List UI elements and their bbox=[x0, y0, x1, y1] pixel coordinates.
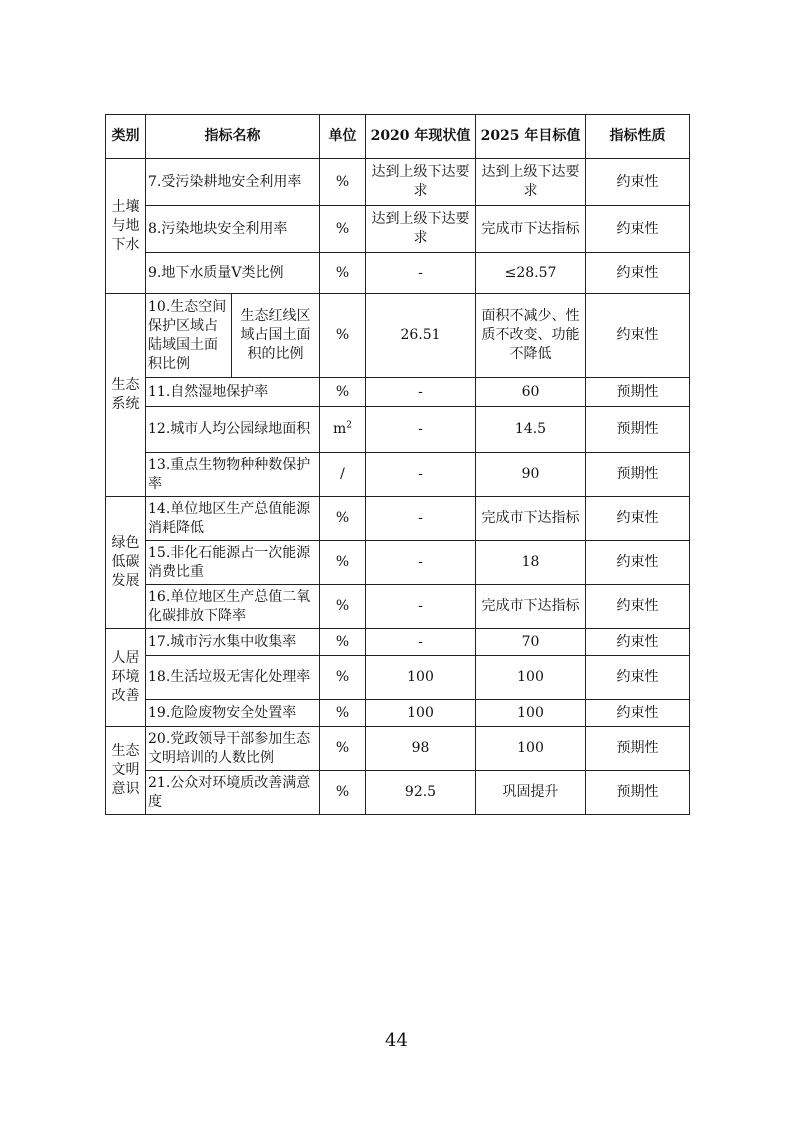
header-unit: 单位 bbox=[320, 115, 366, 159]
indicator-value-2020: - bbox=[366, 407, 476, 453]
indicator-unit: % bbox=[320, 294, 366, 378]
table-row bbox=[106, 453, 690, 497]
indicator-value-2020: 达到上级下达要求 bbox=[366, 159, 476, 206]
indicator-value-2020: - bbox=[366, 497, 476, 541]
header-nature: 指标性质 bbox=[586, 115, 690, 159]
indicator-nature: 预期性 bbox=[586, 453, 690, 497]
indicator-value-2025: 60 bbox=[476, 378, 586, 407]
indicator-nature: 预期性 bbox=[586, 771, 690, 815]
indicator-value-2020: 达到上级下达要求 bbox=[366, 206, 476, 253]
unit-superscript: 2 bbox=[346, 420, 352, 431]
indicator-name: 13.重点生物物种种数保护率 bbox=[146, 453, 320, 497]
indicator-value-2020: 26.51 bbox=[366, 294, 476, 378]
table-row bbox=[106, 656, 690, 700]
indicator-value-2020: - bbox=[366, 629, 476, 656]
table-row bbox=[106, 727, 690, 771]
header-row bbox=[106, 115, 690, 159]
indicator-name: 12.城市人均公园绿地面积 bbox=[146, 407, 320, 453]
indicator-table bbox=[105, 114, 690, 815]
table-row bbox=[106, 629, 690, 656]
indicator-name: 20.党政领导干部参加生态文明培训的人数比例 bbox=[146, 727, 320, 771]
indicator-value-2025: 100 bbox=[476, 727, 586, 771]
table-row bbox=[106, 541, 690, 585]
indicator-unit: % bbox=[320, 541, 366, 585]
indicator-nature: 预期性 bbox=[586, 378, 690, 407]
indicator-value-2025: 100 bbox=[476, 700, 586, 727]
table-row bbox=[106, 159, 690, 206]
indicator-name: 19.危险废物安全处置率 bbox=[146, 700, 320, 727]
indicator-value-2025: 100 bbox=[476, 656, 586, 700]
indicator-nature: 约束性 bbox=[586, 294, 690, 378]
indicator-value-2020: - bbox=[366, 541, 476, 585]
indicator-name: 16.单位地区生产总值二氧化碳排放下降率 bbox=[146, 585, 320, 629]
indicator-value-2020: 98 bbox=[366, 727, 476, 771]
indicator-nature: 约束性 bbox=[586, 253, 690, 294]
indicator-unit: % bbox=[320, 585, 366, 629]
indicator-nature: 约束性 bbox=[586, 585, 690, 629]
group-green: 绿色低碳发展 bbox=[106, 497, 146, 629]
indicator-name: 15.非化石能源占一次能源消费比重 bbox=[146, 541, 320, 585]
indicator-value-2025: 完成市下达指标 bbox=[476, 206, 586, 253]
indicator-value-2025: 70 bbox=[476, 629, 586, 656]
table-row bbox=[106, 497, 690, 541]
indicator-value-2020: - bbox=[366, 453, 476, 497]
indicator-name: 21.公众对环境质改善满意度 bbox=[146, 771, 320, 815]
indicator-value-2020: - bbox=[366, 253, 476, 294]
indicator-value-2025: ≤28.57 bbox=[476, 253, 586, 294]
indicator-unit: % bbox=[320, 700, 366, 727]
indicator-value-2025: 达到上级下达要求 bbox=[476, 159, 586, 206]
table-row bbox=[106, 253, 690, 294]
indicator-nature: 约束性 bbox=[586, 700, 690, 727]
indicator-value-2020: - bbox=[366, 585, 476, 629]
indicator-value-2025: 巩固提升 bbox=[476, 771, 586, 815]
indicator-nature: 约束性 bbox=[586, 629, 690, 656]
indicator-value-2025: 90 bbox=[476, 453, 586, 497]
page-number: 44 bbox=[385, 1030, 408, 1051]
indicator-unit bbox=[320, 407, 366, 453]
indicator-name: 7.受污染耕地安全利用率 bbox=[146, 159, 320, 206]
table-row bbox=[106, 407, 690, 453]
indicator-name: 18.生活垃圾无害化处理率 bbox=[146, 656, 320, 700]
indicator-nature: 约束性 bbox=[586, 497, 690, 541]
indicator-unit: % bbox=[320, 159, 366, 206]
indicator-value-2020: - bbox=[366, 378, 476, 407]
indicator-value-2025: 完成市下达指标 bbox=[476, 585, 586, 629]
indicator-unit: / bbox=[320, 453, 366, 497]
indicator-name: 17.城市污水集中收集率 bbox=[146, 629, 320, 656]
indicator-nature: 约束性 bbox=[586, 206, 690, 253]
group-living: 人居环境改善 bbox=[106, 629, 146, 727]
indicator-name: 14.单位地区生产总值能源消耗降低 bbox=[146, 497, 320, 541]
indicator-unit: % bbox=[320, 253, 366, 294]
indicator-unit: % bbox=[320, 656, 366, 700]
table-row bbox=[106, 700, 690, 727]
header-category: 类别 bbox=[106, 115, 146, 159]
indicator-name: 8.污染地块安全利用率 bbox=[146, 206, 320, 253]
group-awareness: 生态文明意识 bbox=[106, 727, 146, 815]
indicator-subname: 生态红线区域占国土面积的比例 bbox=[232, 294, 320, 378]
table-row bbox=[106, 206, 690, 253]
indicator-value-2020: 92.5 bbox=[366, 771, 476, 815]
table-row bbox=[106, 771, 690, 815]
indicator-name: 11.自然湿地保护率 bbox=[146, 378, 320, 407]
table-row bbox=[106, 378, 690, 407]
indicator-unit: % bbox=[320, 206, 366, 253]
group-soil: 土壤与地下水 bbox=[106, 159, 146, 294]
group-eco: 生态系统 bbox=[106, 294, 146, 497]
indicator-nature: 约束性 bbox=[586, 541, 690, 585]
unit-base: m bbox=[332, 421, 347, 437]
indicator-value-2025: 面积不减少、性质不改变、功能不降低 bbox=[476, 294, 586, 378]
indicator-nature: 约束性 bbox=[586, 159, 690, 206]
indicator-value-2025: 18 bbox=[476, 541, 586, 585]
indicator-value-2025: 14.5 bbox=[476, 407, 586, 453]
indicator-value-2020: 100 bbox=[366, 656, 476, 700]
header-name: 指标名称 bbox=[146, 115, 320, 159]
indicator-value-2020: 100 bbox=[366, 700, 476, 727]
indicator-nature: 预期性 bbox=[586, 407, 690, 453]
indicator-unit: % bbox=[320, 497, 366, 541]
indicator-name: 10.生态空间保护区域占陆域国土面积比例 bbox=[146, 294, 232, 378]
indicator-unit: % bbox=[320, 771, 366, 815]
indicator-nature: 预期性 bbox=[586, 727, 690, 771]
indicator-value-2025: 完成市下达指标 bbox=[476, 497, 586, 541]
indicator-unit: % bbox=[320, 378, 366, 407]
indicator-name: 9.地下水质量V类比例 bbox=[146, 253, 320, 294]
header-value-2020: 2020 年现状值 bbox=[366, 115, 476, 159]
table-row bbox=[106, 294, 690, 378]
indicator-unit: % bbox=[320, 629, 366, 656]
indicator-unit: % bbox=[320, 727, 366, 771]
table-row bbox=[106, 585, 690, 629]
indicator-nature: 约束性 bbox=[586, 656, 690, 700]
header-value-2025: 2025 年目标值 bbox=[476, 115, 586, 159]
